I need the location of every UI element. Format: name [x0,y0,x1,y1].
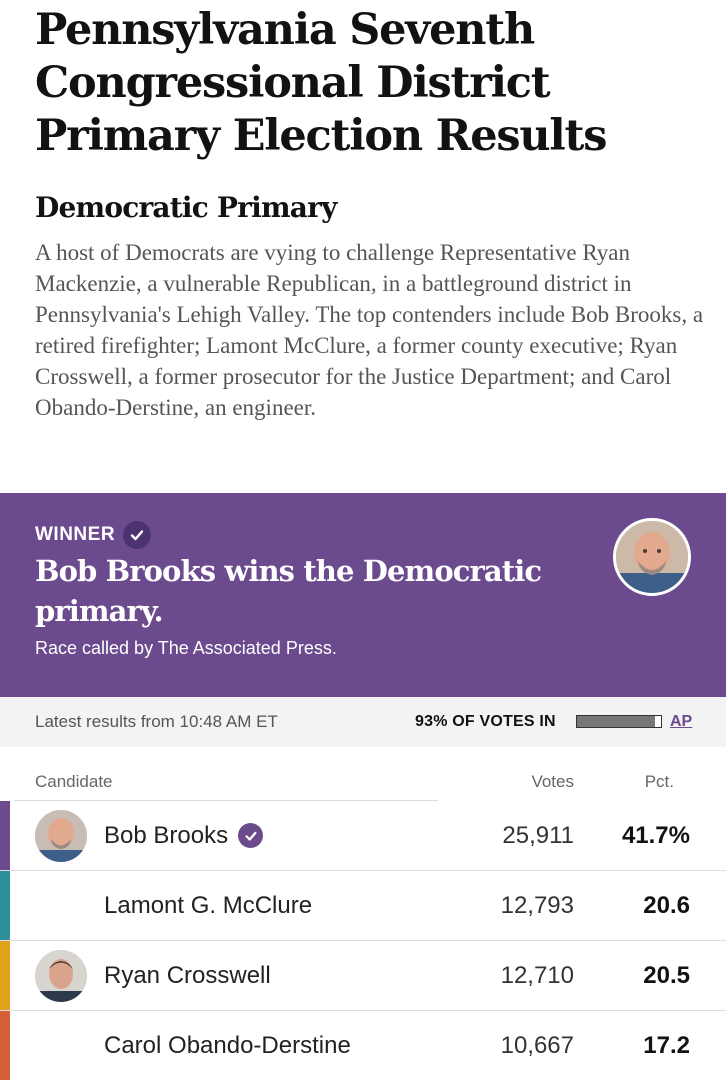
winner-avatar [613,518,691,596]
winner-checkmark-icon [238,823,263,848]
winner-headline: Bob Brooks wins the Democratic primary. [35,554,542,628]
votes-in-label: 93% OF VOTES IN [415,713,556,730]
candidate-color-stripe [0,1011,10,1080]
table-row [0,1011,726,1080]
column-header-candidate: Candidate [35,772,113,791]
candidate-name-text: Lamont G. McClure [104,891,313,919]
candidate-votes: 25,911 [502,821,574,849]
candidate-name-text: Bob Brooks [104,821,229,849]
winner-banner [0,493,726,697]
candidate-name-text: Ryan Crosswell [104,961,271,989]
candidate-name [104,1011,351,1080]
candidate-color-stripe [0,941,10,1010]
candidate-votes: 12,793 [500,891,574,919]
latest-results-time: Latest results from 10:48 AM ET [35,712,278,731]
results-table-header [0,772,726,792]
candidate-votes: 12,710 [500,961,574,989]
candidate-pct: 41.7% [621,821,690,849]
ap-source-link[interactable]: AP [670,713,693,730]
results-status-bar [0,697,726,747]
candidate-color-stripe [0,871,10,940]
winner-label-text: WINNER [35,524,116,545]
table-row [0,801,726,871]
race-called-note: Race called by The Associated Press. [35,638,337,658]
candidate-name [104,801,263,870]
candidate-votes: 10,667 [500,1031,574,1059]
page-title: Pennsylvania Seventh Congressional District Primary Election Results [35,5,607,161]
column-header-votes: Votes [531,772,574,791]
votes-in-progress-fill [577,716,655,727]
candidate-name-text: Carol Obando-Derstine [104,1031,351,1059]
table-row [0,941,726,1011]
race-description: A host of Democrats are vying to challenge Representative Ryan Mackenzie, a vulnerable Republican, in a battleground district in Pennsylvania's Lehigh Valley. The top contenders include Bob Brooks, a retired firefighter; Lamont McClure, a former county executive; Ryan Crosswell, a former prosecutor for the Justice Department; and Carol Obando-Derstine, an engineer. [35,240,704,420]
candidate-color-stripe [0,801,10,870]
candidate-pct: 17.2 [643,1031,690,1059]
checkmark-icon [123,521,151,549]
candidate-pct: 20.5 [643,961,690,989]
winner-label [35,521,151,549]
candidate-name [104,941,271,1010]
candidate-name [104,871,312,940]
section-title: Democratic Primary [35,191,337,224]
column-header-pct: Pct. [644,772,674,791]
candidate-pct: 20.6 [643,891,690,919]
candidate-avatar [35,810,87,862]
candidate-avatar [35,950,87,1002]
table-row [0,871,726,941]
votes-in-progress-bar [576,715,662,728]
